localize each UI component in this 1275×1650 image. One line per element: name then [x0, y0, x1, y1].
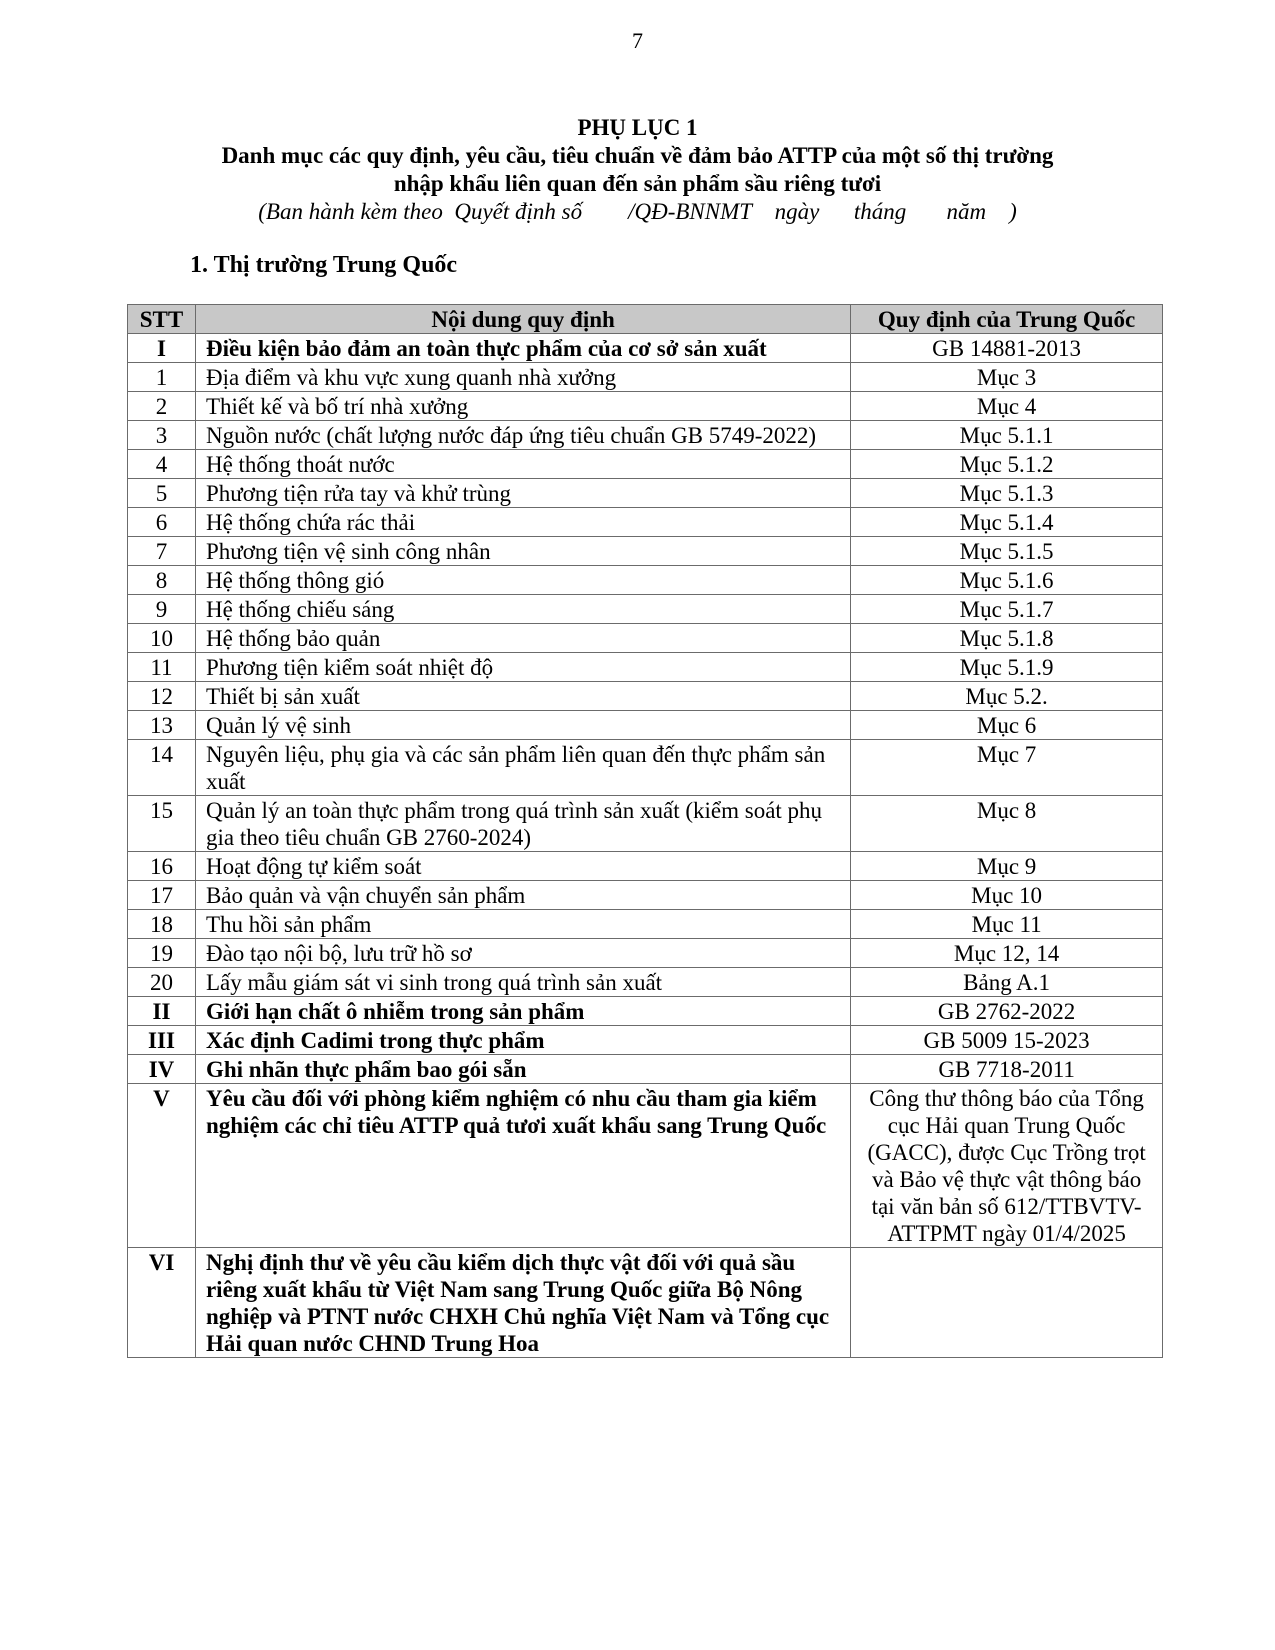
row-stt-cell: 18 — [128, 910, 196, 939]
row-stt-cell: I — [128, 334, 196, 363]
row-content-cell: Quản lý an toàn thực phẩm trong quá trình sản xuất (kiểm soát phụ gia theo tiêu chuẩn GB 2760-2024) — [195, 796, 850, 852]
row-reference-cell: GB 14881-2013 — [851, 334, 1163, 363]
row-reference-cell: Mục 5.2. — [851, 682, 1163, 711]
row-reference-cell: Mục 5.1.2 — [851, 450, 1163, 479]
header-content: Nội dung quy định — [195, 305, 850, 334]
row-stt-cell: 6 — [128, 508, 196, 537]
table-row — [128, 537, 1163, 566]
table-row — [128, 1084, 1163, 1248]
row-reference-cell: Mục 10 — [851, 881, 1163, 910]
table-row — [128, 566, 1163, 595]
table-row — [128, 939, 1163, 968]
row-reference-cell: GB 7718-2011 — [851, 1055, 1163, 1084]
row-reference-cell: Mục 5.1.1 — [851, 421, 1163, 450]
row-content-cell: Hệ thống bảo quản — [195, 624, 850, 653]
row-content-cell: Ghi nhãn thực phẩm bao gói sẵn — [195, 1055, 850, 1084]
row-content-cell: Yêu cầu đối với phòng kiểm nghiệm có nhu cầu tham gia kiểm nghiệm các chỉ tiêu ATTP quả tươi xuất khẩu sang Trung Quốc — [195, 1084, 850, 1248]
row-reference-cell: Mục 9 — [851, 852, 1163, 881]
table-row — [128, 1026, 1163, 1055]
decree-reference: (Ban hành kèm theo Quyết định số /QĐ-BNNMT ngày tháng năm ) — [258, 199, 1017, 224]
header-reference: Quy định của Trung Quốc — [851, 305, 1163, 334]
row-content-cell: Lấy mẫu giám sát vi sinh trong quá trình sản xuất — [195, 968, 850, 997]
row-content-cell: Hệ thống thoát nước — [195, 450, 850, 479]
row-reference-cell — [851, 1248, 1163, 1358]
row-reference-cell: Mục 5.1.6 — [851, 566, 1163, 595]
row-content-cell: Điều kiện bảo đảm an toàn thực phẩm của cơ sở sản xuất — [195, 334, 850, 363]
row-content-cell: Thu hồi sản phẩm — [195, 910, 850, 939]
row-content-cell: Nghị định thư về yêu cầu kiểm dịch thực vật đối với quả sầu riêng xuất khẩu từ Việt Nam sang Trung Quốc giữa Bộ Nông nghiệp và PTNT nước CHXH Chủ nghĩa Việt Nam và Tổng cục Hải quan nước CHND Trung Hoa — [195, 1248, 850, 1358]
page-number: 7 — [632, 28, 643, 53]
row-stt-cell: 2 — [128, 392, 196, 421]
row-content-cell: Bảo quản và vận chuyển sản phẩm — [195, 881, 850, 910]
table-row — [128, 653, 1163, 682]
table-row — [128, 479, 1163, 508]
row-stt-cell: 14 — [128, 740, 196, 796]
row-reference-cell: Mục 5.1.4 — [851, 508, 1163, 537]
table-row — [128, 363, 1163, 392]
table-row — [128, 392, 1163, 421]
appendix-subtitle-line-2: nhập khẩu liên quan đến sản phẩm sầu riêng tươi — [393, 171, 882, 196]
appendix-title: PHỤ LỤC 1 — [577, 115, 698, 140]
row-stt-cell: V — [128, 1084, 196, 1248]
section-title: 1. Thị trường Trung Quốc — [190, 252, 458, 278]
row-content-cell: Phương tiện vệ sinh công nhân — [195, 537, 850, 566]
regulation-table — [127, 304, 1163, 1358]
row-reference-cell: Mục 5.1.9 — [851, 653, 1163, 682]
table-row — [128, 910, 1163, 939]
row-stt-cell: 15 — [128, 796, 196, 852]
row-stt-cell: 4 — [128, 450, 196, 479]
table-row — [128, 740, 1163, 796]
row-reference-cell: Mục 5.1.5 — [851, 537, 1163, 566]
row-stt-cell: 9 — [128, 595, 196, 624]
table-row — [128, 682, 1163, 711]
row-reference-cell: GB 2762-2022 — [851, 997, 1163, 1026]
row-stt-cell: 16 — [128, 852, 196, 881]
row-stt-cell: 13 — [128, 711, 196, 740]
row-stt-cell: III — [128, 1026, 196, 1055]
row-content-cell: Hệ thống chiếu sáng — [195, 595, 850, 624]
row-content-cell: Xác định Cadimi trong thực phẩm — [195, 1026, 850, 1055]
table-body — [128, 334, 1163, 1358]
appendix-subtitle-line-1: Danh mục các quy định, yêu cầu, tiêu chuẩn về đảm bảo ATTP của một số thị trường — [221, 143, 1054, 168]
row-reference-cell: Công thư thông báo của Tổng cục Hải quan Trung Quốc (GACC), được Cục Trồng trọt và Bảo vệ thực vật thông báo tại văn bản số 612/TTBVTV-ATTPMT ngày 01/4/2025 — [851, 1084, 1163, 1248]
row-stt-cell: 19 — [128, 939, 196, 968]
row-stt-cell: 17 — [128, 881, 196, 910]
table-row — [128, 1248, 1163, 1358]
row-reference-cell: Mục 5.1.8 — [851, 624, 1163, 653]
row-reference-cell: Mục 12, 14 — [851, 939, 1163, 968]
row-content-cell: Đào tạo nội bộ, lưu trữ hồ sơ — [195, 939, 850, 968]
row-stt-cell: 12 — [128, 682, 196, 711]
row-reference-cell: Mục 5.1.3 — [851, 479, 1163, 508]
table-row — [128, 796, 1163, 852]
table-row — [128, 1055, 1163, 1084]
row-reference-cell: Mục 5.1.7 — [851, 595, 1163, 624]
row-stt-cell: 1 — [128, 363, 196, 392]
row-content-cell: Giới hạn chất ô nhiễm trong sản phẩm — [195, 997, 850, 1026]
row-stt-cell: 8 — [128, 566, 196, 595]
row-content-cell: Địa điểm và khu vực xung quanh nhà xưởng — [195, 363, 850, 392]
table-row — [128, 334, 1163, 363]
row-content-cell: Thiết kế và bố trí nhà xưởng — [195, 392, 850, 421]
row-stt-cell: IV — [128, 1055, 196, 1084]
row-stt-cell: 11 — [128, 653, 196, 682]
table-row — [128, 421, 1163, 450]
row-stt-cell: 3 — [128, 421, 196, 450]
table-row — [128, 968, 1163, 997]
row-content-cell: Quản lý vệ sinh — [195, 711, 850, 740]
row-reference-cell: Bảng A.1 — [851, 968, 1163, 997]
appendix-heading — [0, 114, 1275, 226]
table-row — [128, 595, 1163, 624]
row-content-cell: Nguồn nước (chất lượng nước đáp ứng tiêu chuẩn GB 5749-2022) — [195, 421, 850, 450]
row-stt-cell: 10 — [128, 624, 196, 653]
row-content-cell: Phương tiện rửa tay và khử trùng — [195, 479, 850, 508]
table-row — [128, 881, 1163, 910]
row-stt-cell: 5 — [128, 479, 196, 508]
row-content-cell: Hệ thống thông gió — [195, 566, 850, 595]
row-stt-cell: II — [128, 997, 196, 1026]
table-row — [128, 711, 1163, 740]
table-header-row — [128, 305, 1163, 334]
row-reference-cell: Mục 8 — [851, 796, 1163, 852]
row-stt-cell: 20 — [128, 968, 196, 997]
table-row — [128, 450, 1163, 479]
row-stt-cell: VI — [128, 1248, 196, 1358]
row-content-cell: Nguyên liệu, phụ gia và các sản phẩm liên quan đến thực phẩm sản xuất — [195, 740, 850, 796]
row-stt-cell: 7 — [128, 537, 196, 566]
table-row — [128, 852, 1163, 881]
table-row — [128, 508, 1163, 537]
header-stt: STT — [128, 305, 196, 334]
row-reference-cell: Mục 7 — [851, 740, 1163, 796]
row-reference-cell: GB 5009 15-2023 — [851, 1026, 1163, 1055]
row-reference-cell: Mục 6 — [851, 711, 1163, 740]
table-row — [128, 997, 1163, 1026]
row-content-cell: Hệ thống chứa rác thải — [195, 508, 850, 537]
row-reference-cell: Mục 3 — [851, 363, 1163, 392]
row-content-cell: Thiết bị sản xuất — [195, 682, 850, 711]
row-reference-cell: Mục 11 — [851, 910, 1163, 939]
row-content-cell: Phương tiện kiểm soát nhiệt độ — [195, 653, 850, 682]
row-reference-cell: Mục 4 — [851, 392, 1163, 421]
table-row — [128, 624, 1163, 653]
row-content-cell: Hoạt động tự kiểm soát — [195, 852, 850, 881]
